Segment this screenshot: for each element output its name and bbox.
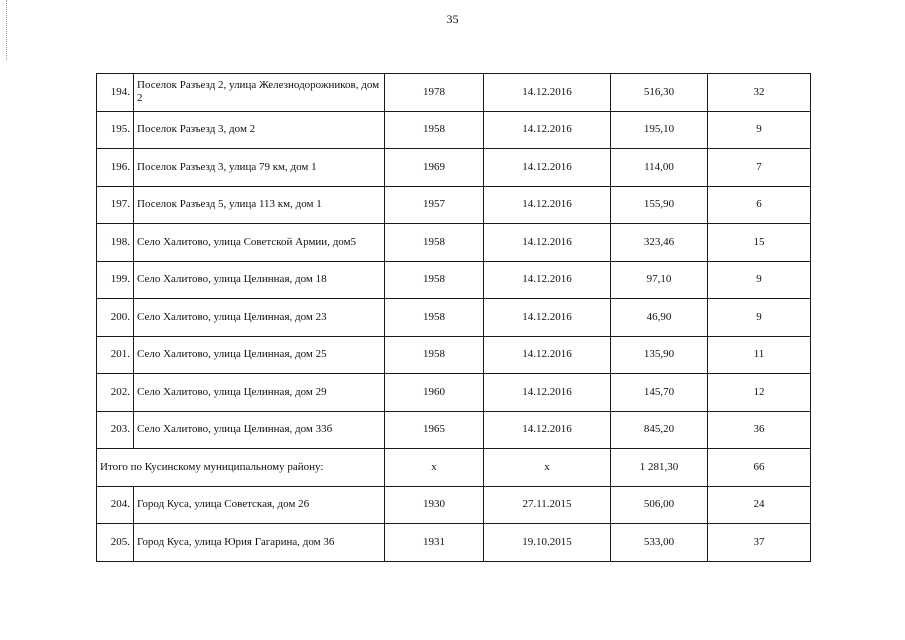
row-year: 1957 [385, 186, 484, 224]
row-area: 516,30 [611, 74, 708, 112]
row-count: 9 [708, 261, 811, 299]
row-date: 14.12.2016 [484, 336, 611, 374]
row-number: 197. [97, 186, 134, 224]
row-address: Село Халитово, улица Советской Армии, дом5 [134, 224, 385, 262]
row-date: 14.12.2016 [484, 261, 611, 299]
total-year: х [385, 449, 484, 487]
row-year: 1960 [385, 374, 484, 412]
row-address: Село Халитово, улица Целинная, дом 23 [134, 299, 385, 337]
page-number: 35 [446, 12, 459, 26]
row-area: 145,70 [611, 374, 708, 412]
row-number: 205. [97, 524, 134, 562]
table-row [97, 224, 811, 262]
row-count: 11 [708, 336, 811, 374]
row-year: 1958 [385, 261, 484, 299]
row-date: 27.11.2015 [484, 486, 611, 524]
row-date: 14.12.2016 [484, 74, 611, 112]
row-number: 196. [97, 149, 134, 187]
row-address: Поселок Разъезд 2, улица Железнодорожников, дом 2 [134, 74, 385, 112]
row-number: 204. [97, 486, 134, 524]
row-address: Поселок Разъезд 3, дом 2 [134, 111, 385, 149]
total-date: х [484, 449, 611, 487]
row-number: 201. [97, 336, 134, 374]
row-date: 14.12.2016 [484, 224, 611, 262]
row-year: 1930 [385, 486, 484, 524]
row-area: 135,90 [611, 336, 708, 374]
row-date: 19.10.2015 [484, 524, 611, 562]
row-date: 14.12.2016 [484, 299, 611, 337]
row-year: 1958 [385, 336, 484, 374]
row-year: 1978 [385, 74, 484, 112]
row-number: 195. [97, 111, 134, 149]
total-label: Итого по Кусинскому муниципальному району: [97, 449, 385, 487]
row-area: 155,90 [611, 186, 708, 224]
row-year: 1958 [385, 224, 484, 262]
row-count: 37 [708, 524, 811, 562]
row-year: 1958 [385, 299, 484, 337]
margin-dotted-line [6, 0, 7, 60]
row-number: 200. [97, 299, 134, 337]
row-address: Поселок Разъезд 5, улица 113 км, дом 1 [134, 186, 385, 224]
table-row [97, 74, 811, 112]
row-date: 14.12.2016 [484, 111, 611, 149]
table-row [97, 149, 811, 187]
row-year: 1965 [385, 411, 484, 449]
table-row [97, 336, 811, 374]
row-address: Село Халитово, улица Целинная, дом 33б [134, 411, 385, 449]
row-number: 202. [97, 374, 134, 412]
row-area: 323,46 [611, 224, 708, 262]
row-count: 12 [708, 374, 811, 412]
total-area: 1 281,30 [611, 449, 708, 487]
row-address: Село Халитово, улица Целинная, дом 25 [134, 336, 385, 374]
row-area: 97,10 [611, 261, 708, 299]
row-year: 1969 [385, 149, 484, 187]
row-address: Село Халитово, улица Целинная, дом 18 [134, 261, 385, 299]
housing-table [96, 73, 811, 562]
table-row [97, 261, 811, 299]
row-count: 9 [708, 299, 811, 337]
row-count: 24 [708, 486, 811, 524]
total-row [97, 449, 811, 487]
row-area: 845,20 [611, 411, 708, 449]
row-area: 46,90 [611, 299, 708, 337]
row-address: Город Куса, улица Юрия Гагарина, дом 36 [134, 524, 385, 562]
row-area: 506,00 [611, 486, 708, 524]
row-count: 36 [708, 411, 811, 449]
row-number: 198. [97, 224, 134, 262]
table-row [97, 299, 811, 337]
row-date: 14.12.2016 [484, 149, 611, 187]
row-number: 199. [97, 261, 134, 299]
row-date: 14.12.2016 [484, 411, 611, 449]
row-year: 1958 [385, 111, 484, 149]
table-row [97, 524, 811, 562]
table-row [97, 186, 811, 224]
row-year: 1931 [385, 524, 484, 562]
row-count: 32 [708, 74, 811, 112]
row-count: 15 [708, 224, 811, 262]
row-date: 14.12.2016 [484, 186, 611, 224]
total-count: 66 [708, 449, 811, 487]
row-count: 6 [708, 186, 811, 224]
row-number: 194. [97, 74, 134, 112]
row-number: 203. [97, 411, 134, 449]
row-area: 533,00 [611, 524, 708, 562]
row-date: 14.12.2016 [484, 374, 611, 412]
row-count: 9 [708, 111, 811, 149]
row-address: Поселок Разъезд 3, улица 79 км, дом 1 [134, 149, 385, 187]
row-address: Село Халитово, улица Целинная, дом 29 [134, 374, 385, 412]
table-row [97, 411, 811, 449]
table-row [97, 111, 811, 149]
table-row [97, 374, 811, 412]
table-row [97, 486, 811, 524]
row-address: Город Куса, улица Советская, дом 26 [134, 486, 385, 524]
row-area: 195,10 [611, 111, 708, 149]
row-count: 7 [708, 149, 811, 187]
row-area: 114,00 [611, 149, 708, 187]
